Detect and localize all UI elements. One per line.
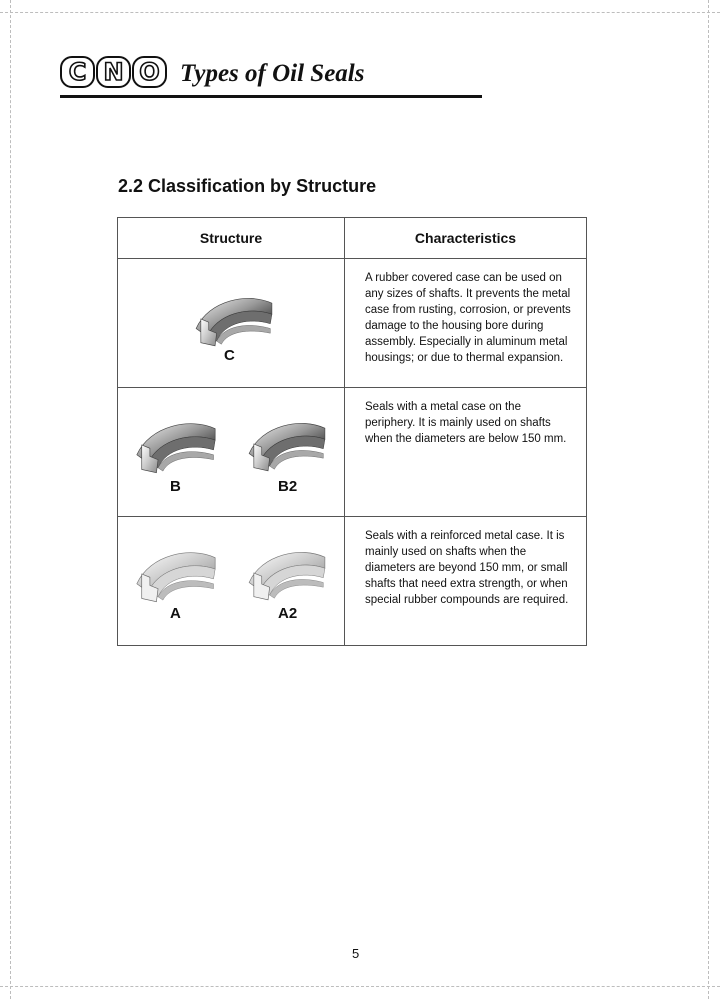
logo-letter-o: O [132,56,167,88]
seal-b-image [128,414,224,476]
structure-cell [118,517,345,646]
seal-label-a: A [170,605,181,622]
crop-mark-top [0,12,720,13]
section-title: 2.2 Classification by Structure [118,176,377,196]
seal-c-image [184,289,284,349]
structure-column-header: Structure [118,218,345,259]
characteristics-cell [345,388,587,517]
crop-mark-left [10,0,11,999]
seal-label-c: C [224,347,235,364]
seal-b-description: Seals with a metal case on the periphery. It is mainly used on shafts when the diameters are below 150 mm. [365,401,567,445]
table-row [118,259,587,388]
header-rule [60,95,482,98]
page-number: 5 [352,946,360,961]
seal-b2-image [242,414,332,474]
structure-cell [118,259,345,388]
table-row [118,388,587,517]
structure-cell [118,388,345,517]
seal-a2-image [242,543,332,603]
seal-label-a2: A2 [278,605,298,622]
seal-label-b: B [170,478,181,495]
table-header-row [118,218,587,259]
logo-letter-c: C [60,56,95,88]
characteristics-column-header: Characteristics [345,218,587,259]
seal-a-description: Seals with a reinforced metal case. It is mainly used on shafts when the diameters are beyond 150 mm, or small shafts that need extra strength, or when special rubber compounds are required. [365,530,569,606]
table-row [118,517,587,646]
crop-mark-right [708,0,709,999]
logo-letter-n: N [96,56,131,88]
header-title: Types of Oil Seals [180,60,365,87]
page-header [60,52,482,98]
structure-table [117,217,587,646]
seal-label-b2: B2 [278,478,298,495]
seal-a-image [128,543,224,605]
seal-c-description: A rubber covered case can be used on any sizes of shafts. It prevents the metal case from rusting, corrosion, or prevents damage to the housing bore during assembly. Especially in aluminum metal housings; or due to thermal expansion. [365,272,571,364]
characteristics-cell [345,517,587,646]
crop-mark-bottom [0,986,720,987]
characteristics-cell [345,259,587,388]
brand-logo [60,56,167,88]
